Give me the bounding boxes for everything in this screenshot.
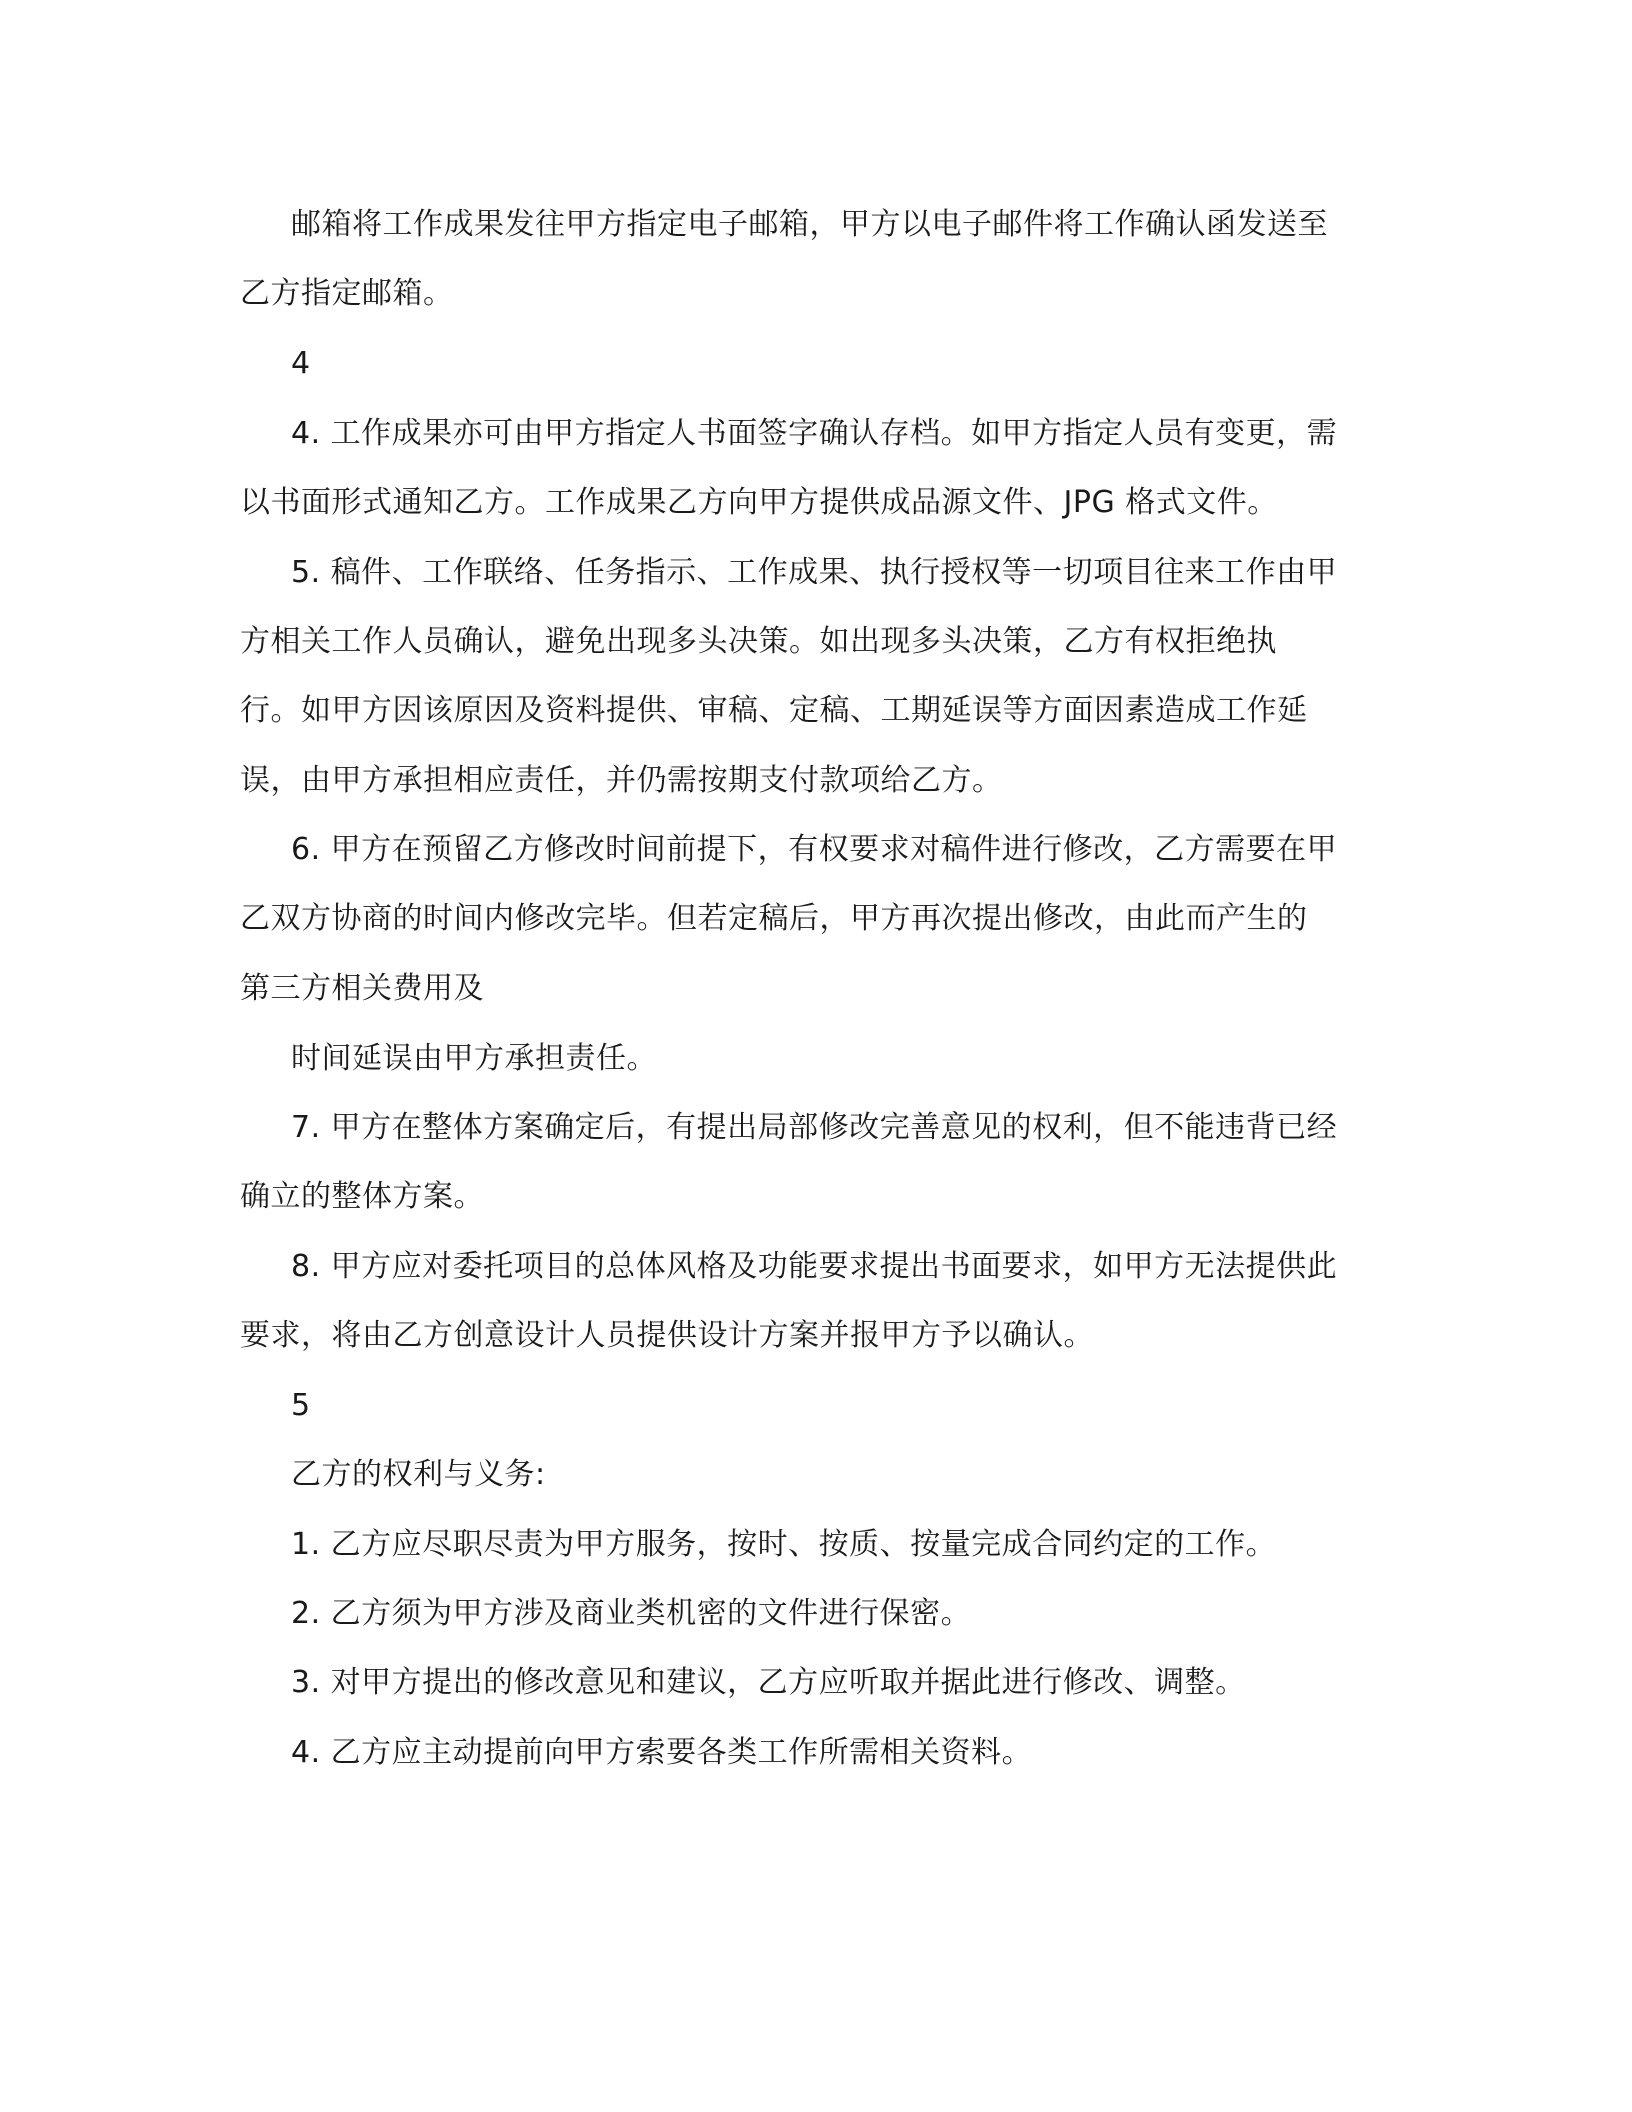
section-heading: 乙方的权利与义务: <box>291 1457 546 1492</box>
paragraph-line: 8. 甲方应对委托项目的总体风格及功能要求提出书面要求，如甲方无法提供此 <box>291 1249 1338 1284</box>
paragraph-line: 方相关工作人员确认，避免出现多头决策。如出现多头决策，乙方有权拒绝执 <box>240 624 1277 659</box>
paragraph-line: 时间延误由甲方承担责任。 <box>291 1041 657 1076</box>
paragraph-line: 误，由甲方承担相应责任，并仍需按期支付款项给乙方。 <box>240 763 1003 798</box>
paragraph-line: 要求，将由乙方创意设计人员提供设计方案并报甲方予以确认。 <box>240 1318 1094 1353</box>
paragraph-line: 3. 对甲方提出的修改意见和建议，乙方应听取并据此进行修改、调整。 <box>291 1665 1246 1700</box>
section-number: 4 <box>291 346 311 381</box>
paragraph-line: 行。如甲方因该原因及资料提供、审稿、定稿、工期延误等方面因素造成工作延 <box>240 693 1308 728</box>
paragraph-line: 乙方指定邮箱。 <box>240 276 454 311</box>
paragraph-line: 乙双方协商的时间内修改完毕。但若定稿后，甲方再次提出修改，由此而产生的 <box>240 901 1308 936</box>
paragraph-line: 邮箱将工作成果发往甲方指定电子邮箱，甲方以电子邮件将工作确认函发送至 <box>291 207 1328 242</box>
paragraph-line: 7. 甲方在整体方案确定后，有提出局部修改完善意见的权利，但不能违背已经 <box>291 1110 1338 1145</box>
paragraph-line: 确立的整体方案。 <box>240 1179 484 1214</box>
paragraph-line: 1. 乙方应尽职尽责为甲方服务，按时、按质、按量完成合同约定的工作。 <box>291 1527 1277 1562</box>
paragraph-line: 5. 稿件、工作联络、任务指示、工作成果、执行授权等一切项目往来工作由甲 <box>291 555 1338 590</box>
paragraph-line: 2. 乙方须为甲方涉及商业类机密的文件进行保密。 <box>291 1596 972 1631</box>
paragraph-line: 4. 乙方应主动提前向甲方索要各类工作所需相关资料。 <box>291 1735 1033 1770</box>
paragraph-line: 4. 工作成果亦可由甲方指定人书面签字确认存档。如甲方指定人员有变更，需 <box>291 416 1338 451</box>
paragraph-line: 第三方相关费用及 <box>240 971 484 1006</box>
paragraph-line: 以书面形式通知乙方。工作成果乙方向甲方提供成品源文件、JPG 格式文件。 <box>240 485 1278 520</box>
section-number: 5 <box>291 1388 311 1423</box>
paragraph-line: 6. 甲方在预留乙方修改时间前提下，有权要求对稿件进行修改，乙方需要在甲 <box>291 832 1338 867</box>
